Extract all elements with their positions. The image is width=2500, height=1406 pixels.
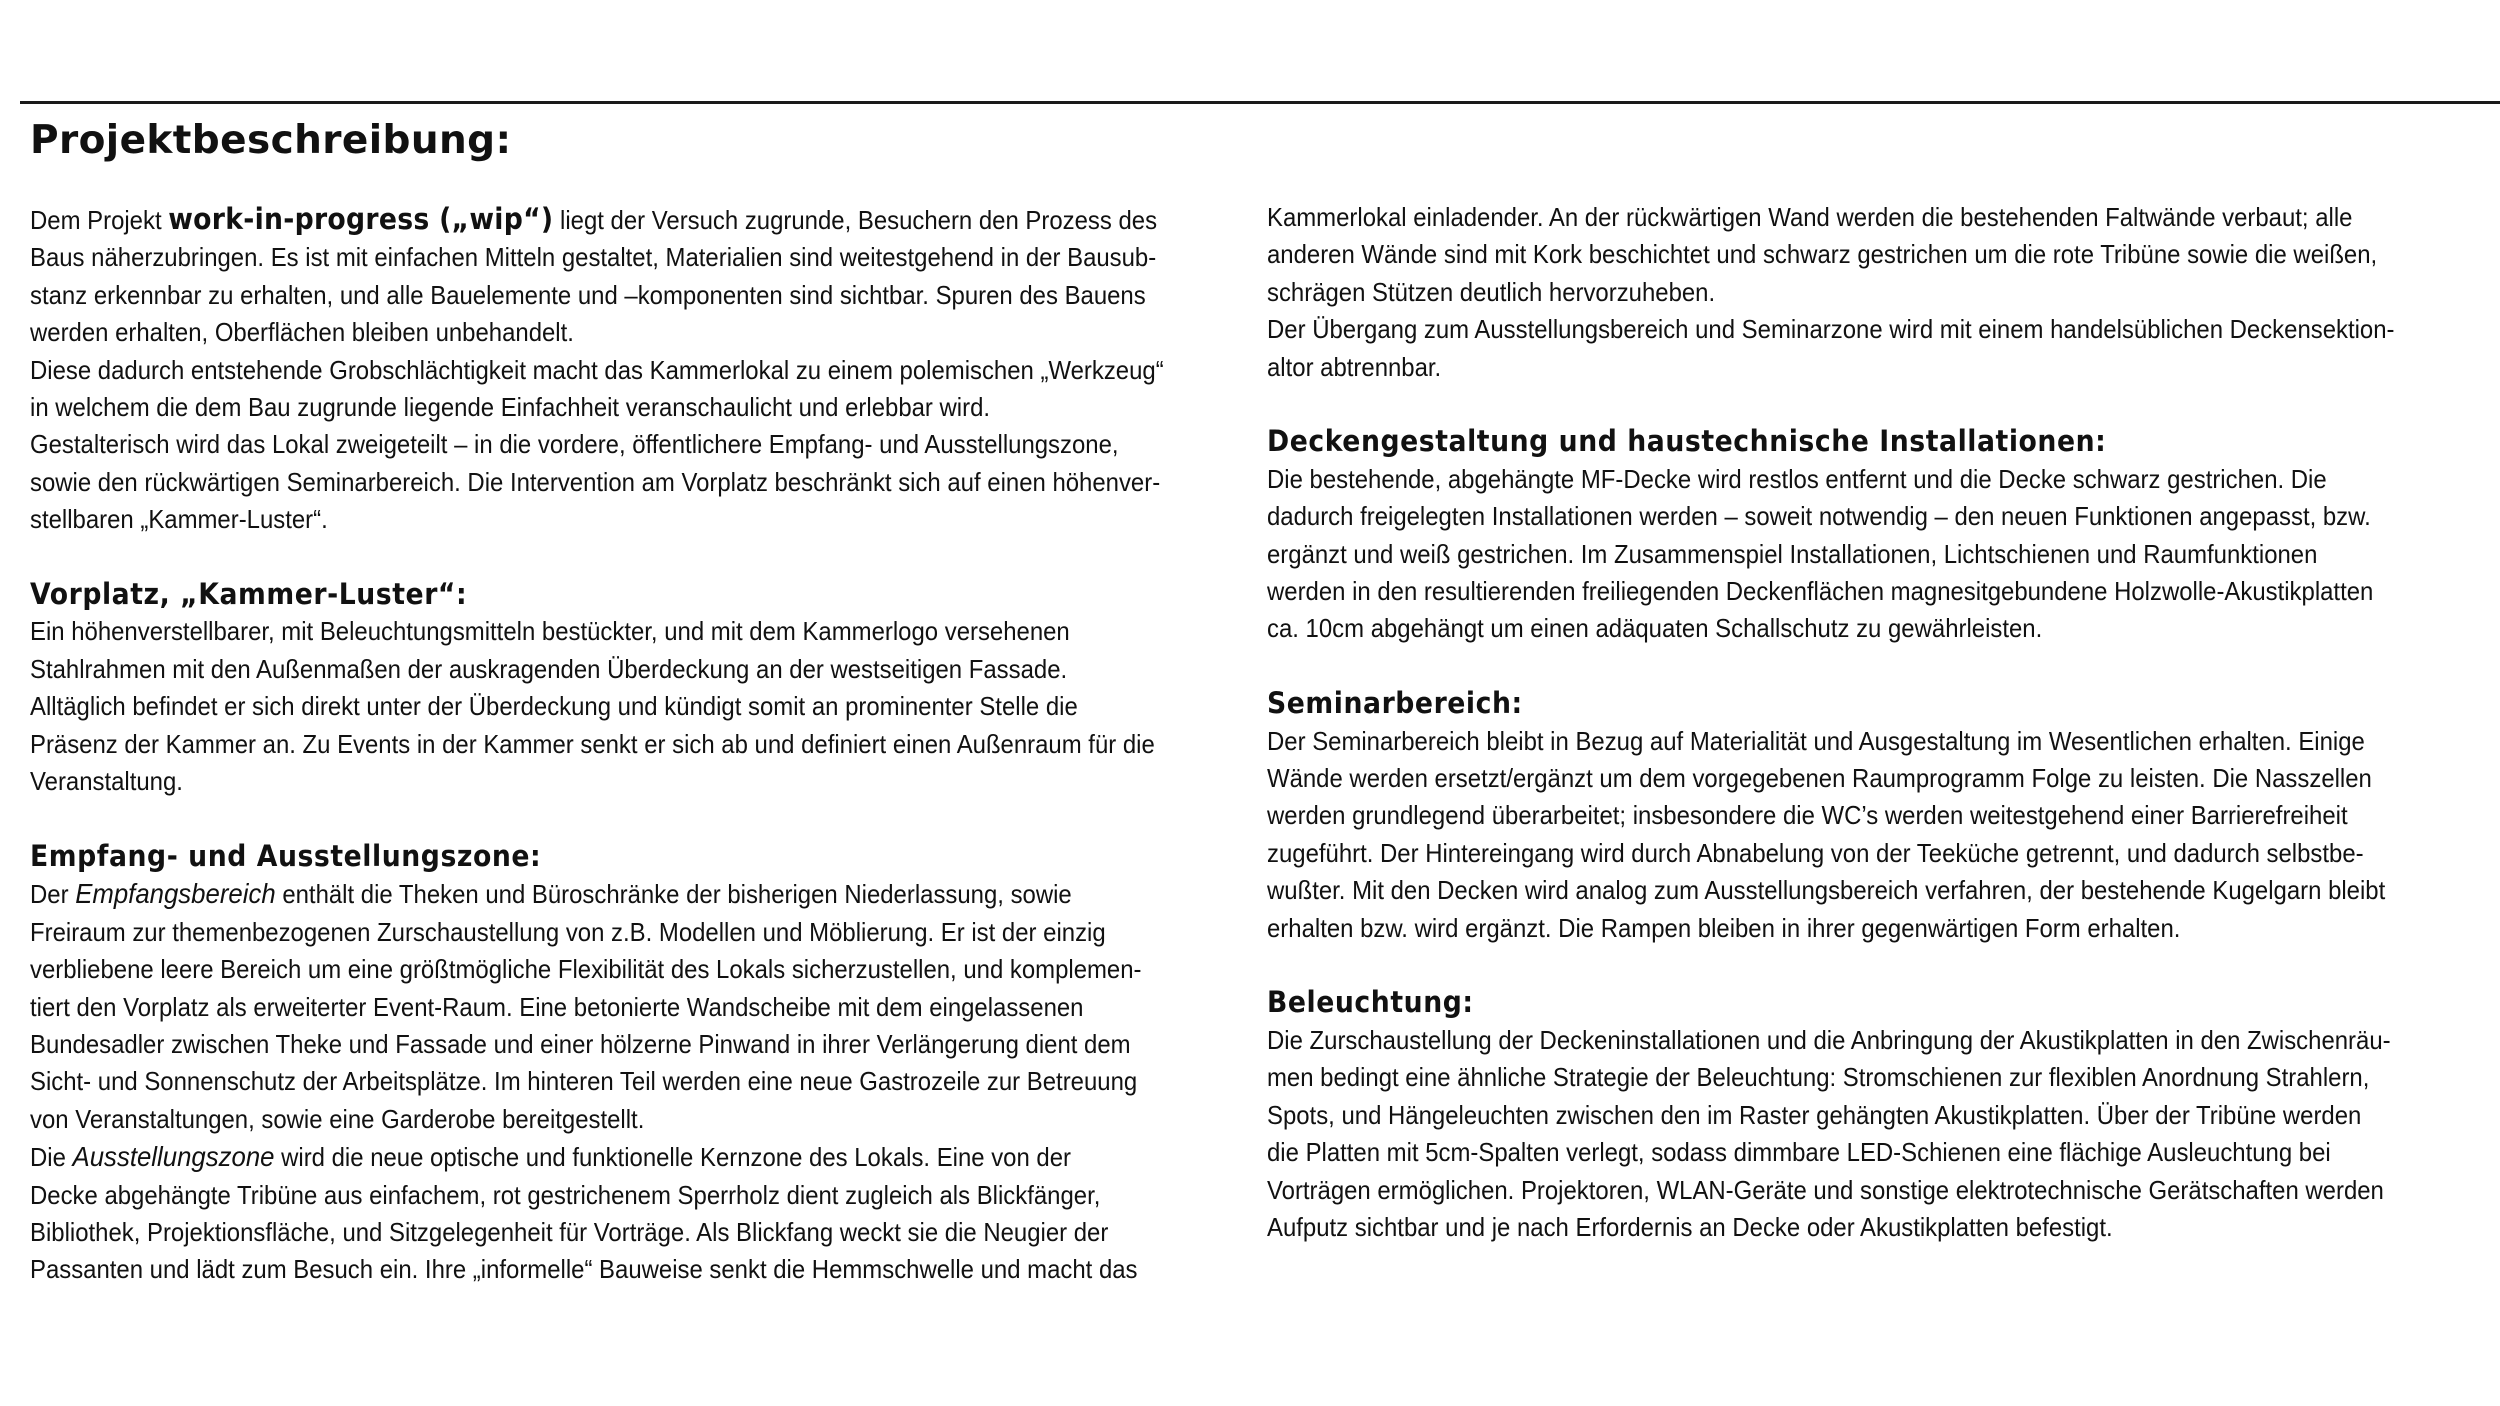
intro-text: liegt der Versuch zugrunde, Besuchern den Prozess des — [553, 205, 1158, 235]
section-heading-vorplatz: Vorplatz, „Kammer-Luster“: — [30, 577, 468, 612]
project-name: work-in-progress („wip“) — [168, 202, 554, 236]
text-line: Passanten und lädt zum Besuch ein. Ihre „informelle“ Bauweise senkt die Hemmschwelle und macht das — [30, 1254, 1138, 1285]
text-line: anderen Wände sind mit Kork beschichtet und schwarz gestrichen um die rote Tribüne sowie die weißen, — [1267, 239, 2378, 270]
text-line: Bundesadler zwischen Theke und Fassade und einer hölzerne Pinwand in ihrer Verlängerung dient dem — [30, 1028, 1131, 1059]
seminar-section — [1267, 685, 2481, 947]
intro-text: Dem Projekt — [30, 205, 169, 235]
text-line: stanz erkennbar zu erhalten, und alle Bauelemente und –komponenten sind sichtbar. Spuren des Bauens — [30, 279, 1146, 310]
text-line: Vorträgen ermöglichen. Projektoren, WLAN-Geräte und sonstige elektrotechnische Gerätschaften werden — [1267, 1174, 2384, 1205]
continuation-paragraph — [1267, 199, 2481, 386]
text-line: Diese dadurch entstehende Grobschlächtigkeit macht das Kammerlokal zu einem polemischen „Werkzeug“ — [30, 354, 1164, 385]
text-line: ergänzt und weiß gestrichen. Im Zusammenspiel Installationen, Lichtschienen und Raumfunktionen — [1267, 538, 2318, 569]
text-line: Der Seminarbereich bleibt in Bezug auf Materialität und Ausgestaltung im Wesentlichen erhalten. Einige — [1267, 725, 2365, 756]
text-line: Die Zurschaustellung der Deckeninstallationen und die Anbringung der Akustikplatten in den Zwischenräu- — [1267, 1024, 2391, 1055]
text-line: Spots, und Hängeleuchten zwischen den im Raster gehängten Akustikplatten. Über der Tribüne werden — [1267, 1099, 2362, 1130]
vorplatz-section — [30, 576, 1213, 800]
text-line: sowie den rückwärtigen Seminarbereich. Die Intervention am Vorplatz beschränkt sich auf einen höhenver- — [30, 466, 1161, 497]
left-column — [30, 201, 1213, 1289]
text-line: in welchem die dem Bau zugrunde liegende Einfachheit veranschaulicht und erlebbar wird. — [30, 392, 991, 423]
text-line: Gestalterisch wird das Lokal zweigeteilt – in die vordere, öffentlichere Empfang- und Ausstellungszone, — [30, 429, 1119, 460]
decke-section — [1267, 423, 2481, 647]
text-line: Freiraum zur themenbezogenen Zurschaustellung von z.B. Modellen und Möblierung. Er ist der einzig — [30, 916, 1106, 947]
text-line: ca. 10cm abgehängt um einen adäquaten Schallschutz zu gewährleisten. — [1267, 613, 2043, 644]
text-line: Baus näherzubringen. Es ist mit einfachen Mitteln gestaltet, Materialien sind weitestgehend in der Bausub- — [30, 242, 1157, 273]
right-column — [1267, 199, 2481, 1246]
text-line: Präsenz der Kammer an. Zu Events in der Kammer senkt er sich ab und definiert einen Außenraum für die — [30, 728, 1155, 759]
text-line: Decke abgehängte Tribüne aus einfachem, rot gestrichenem Sperrholz dient zugleich als Blickfänger, — [30, 1179, 1101, 1210]
section-heading-empfang: Empfang- und Ausstellungszone: — [30, 838, 542, 873]
text-line: zugeführt. Der Hintereingang wird durch Abnabelung von der Teeküche getrennt, und dadurch selbstbe- — [1267, 837, 2364, 868]
section-heading-decke: Deckengestaltung und haustechnische Installationen: — [1267, 424, 2107, 459]
text-line: men bedingt eine ähnliche Strategie der Beleuchtung: Stromschienen zur flexiblen Anordnung Strahlern, — [1267, 1062, 2370, 1093]
section-heading-beleuchtung: Beleuchtung: — [1267, 985, 1474, 1020]
text-line: die Platten mit 5cm-Spalten verlegt, sodass dimmbare LED-Schienen eine flächige Ausleuchtung bei — [1267, 1137, 2331, 1168]
text-line: stellbaren „Kammer-Luster“. — [30, 504, 328, 535]
intro-paragraph — [30, 201, 1213, 539]
text-span: Die — [30, 1142, 73, 1173]
text-line: Bibliothek, Projektionsfläche, und Sitzgelegenheit für Vorträge. Als Blickfang weckt sie die Neugier der — [30, 1216, 1109, 1247]
spacer — [1267, 386, 2481, 423]
page-title: Projektbeschreibung: — [30, 118, 512, 163]
text-line: von Veranstaltungen, sowie eine Garderobe bereitgestellt. — [30, 1103, 645, 1134]
top-rule — [20, 101, 2500, 104]
text-span: Der — [30, 879, 76, 910]
text-line: erhalten bzw. wird ergänzt. Die Rampen bleiben in ihrer gegenwärtigen Form erhalten. — [1267, 912, 2181, 943]
empfang-section — [30, 838, 1213, 1289]
text-line: Der Übergang zum Ausstellungsbereich und Seminarzone wird mit einem handelsüblichen Deckensektion- — [1267, 314, 2395, 345]
text-line: Alltäglich befindet er sich direkt unter der Überdeckung und kündigt somit an prominenter Stelle die — [30, 691, 1078, 722]
text-line: Sicht- und Sonnenschutz der Arbeitsplätze. Im hinteren Teil werden eine neue Gastrozeile zur Betreuung — [30, 1066, 1138, 1097]
text-line: altor abtrennbar. — [1267, 351, 1442, 382]
text-line: Die bestehende, abgehängte MF-Decke wird restlos entfernt und die Decke schwarz gestrichen. Die — [1267, 463, 2327, 494]
text-line: Wände werden ersetzt/ergänzt um dem vorgegebenen Raumprogramm Folge zu leisten. Die Nasszellen — [1267, 763, 2372, 794]
spacer — [30, 539, 1213, 576]
text-line: wußter. Mit den Decken wird analog zum Ausstellungsbereich verfahren, der bestehende Kugelgarn bleibt — [1267, 875, 2386, 906]
spacer — [1267, 947, 2481, 984]
text-line: Stahlrahmen mit den Außenmaßen der auskragenden Überdeckung an der westseitigen Fassade. — [30, 653, 1068, 684]
text-line: tiert den Vorplatz als erweiterter Event-Raum. Eine betonierte Wandscheibe mit dem eingelassenen — [30, 991, 1084, 1022]
text-line: werden erhalten, Oberflächen bleiben unbehandelt. — [30, 317, 574, 348]
text-span: enthält die Theken und Büroschränke der bisherigen Niederlassung, sowie — [275, 879, 1072, 910]
text-line: werden in den resultierenden freiliegenden Deckenflächen magnesitgebundene Holzwolle-Akustikplatten — [1267, 576, 2374, 607]
spacer — [30, 800, 1213, 837]
text-line: verbliebene leere Bereich um eine größtmögliche Flexibilität des Lokals sicherzustellen, und komplemen- — [30, 954, 1142, 985]
spacer — [1267, 648, 2481, 685]
text-line: werden grundlegend überarbeitet; insbesondere die WC’s werden weitestgehend einer Barrierefreiheit — [1267, 800, 2348, 831]
ausstellung-line-1 — [30, 1138, 1213, 1176]
text-line: Veranstaltung. — [30, 766, 183, 797]
term-ausstellungszone: Ausstellungszone — [72, 1141, 275, 1173]
text-line: Ein höhenverstellbarer, mit Beleuchtungsmitteln bestückter, und mit dem Kammerlogo versehenen — [30, 616, 1070, 647]
beleuchtung-section — [1267, 984, 2481, 1246]
intro-line-1 — [30, 201, 1213, 239]
text-line: dadurch freigelegten Installationen werden – soweit notwendig – den neuen Funktionen angepasst, bzw. — [1267, 501, 2371, 532]
empfang-line-1 — [30, 875, 1213, 913]
text-line: Kammerlokal einladender. An der rückwärtigen Wand werden die bestehenden Faltwände verbaut; alle — [1267, 202, 2353, 232]
text-line: schrägen Stützen deutlich hervorzuheben. — [1267, 276, 1716, 307]
text-line: Aufputz sichtbar und je nach Erfordernis an Decke oder Akustikplatten befestigt. — [1267, 1211, 2113, 1242]
term-empfangsbereich: Empfangsbereich — [75, 878, 276, 910]
text-span: wird die neue optische und funktionelle Kernzone des Lokals. Eine von der — [274, 1142, 1072, 1173]
section-heading-seminar: Seminarbereich: — [1267, 686, 1523, 721]
